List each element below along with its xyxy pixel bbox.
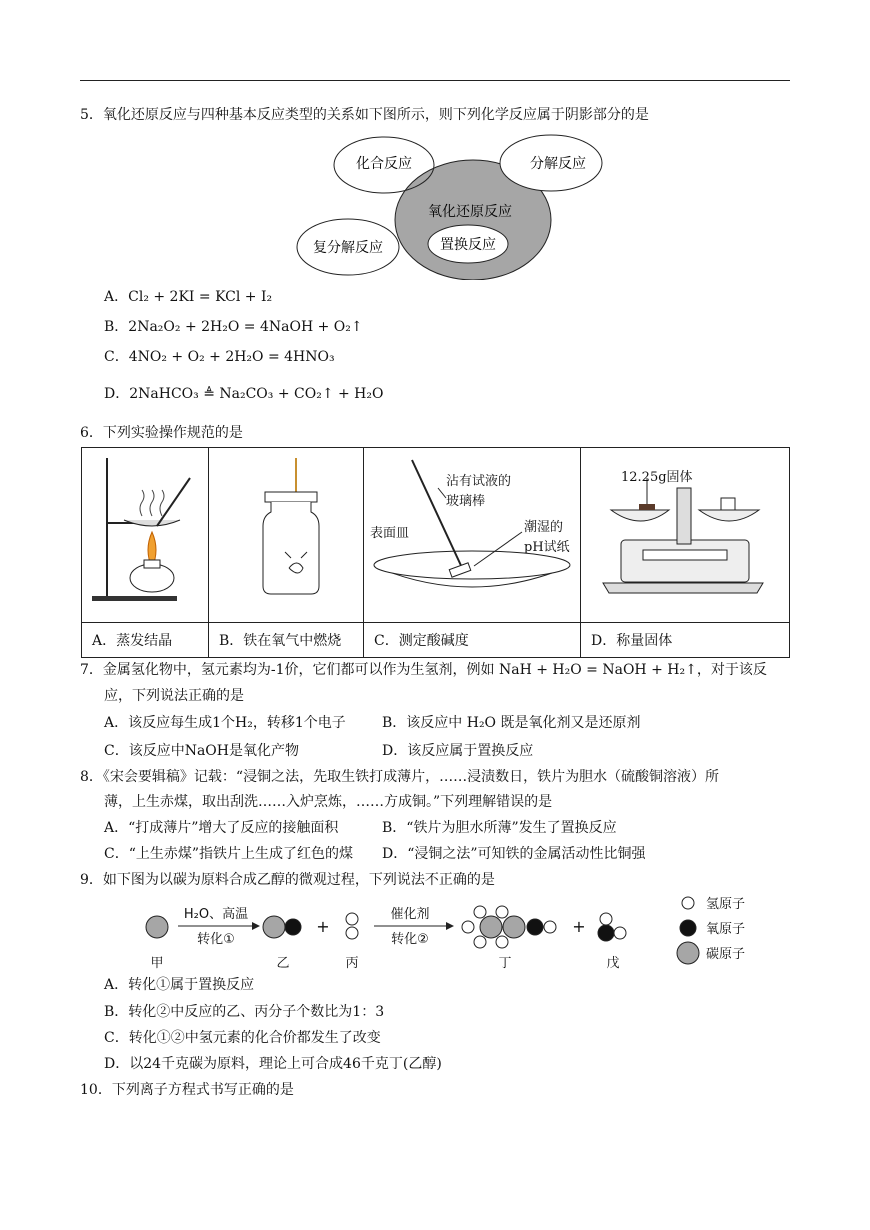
q6-image-b <box>209 448 364 623</box>
q8-option-c: C．“上生赤煤”指铁片上生成了红色的煤 <box>104 846 354 862</box>
q9-option-d: D．以24千克碳为原料，理论上可合成46千克丁(乙醇) <box>104 1056 442 1072</box>
carbon-atom-jia <box>146 916 168 938</box>
q9-option-c: C．转化①②中氢元素的化合价都发生了改变 <box>104 1030 381 1046</box>
legend-oxygen: 氧原子 <box>706 922 746 937</box>
q7-option-c: C．该反应中NaOH是氧化产物 <box>104 743 299 759</box>
name-yi: 乙 <box>276 956 290 971</box>
q8-stem-line1: 8．《宋会要辑稿》记载：“浸铜之法，先取生铁打成薄片，……浸渍数日，铁片为胆水（硫酸铜溶液）所 <box>80 769 720 785</box>
q6-image-c <box>364 448 581 623</box>
q8-option-b: B．“铁片为胆水所薄”发生了置换反应 <box>382 820 617 836</box>
q7-stem-line1: 7．金属氢化物中，氢元素均为-1价，它们都可以作为生氢剂，例如 NaH + H₂O = NaOH + H₂↑，对于该反 <box>80 662 767 678</box>
legend-hydrogen: 氢原子 <box>706 897 746 912</box>
plus-2: + <box>572 917 586 936</box>
q5-option-b: B．2Na₂O₂ + 2H₂O = 4NaOH + O₂↑ <box>104 319 363 335</box>
q8-option-a: A．“打成薄片”增大了反应的接触面积 <box>104 820 339 836</box>
carbon-atom-ding-1 <box>480 916 502 938</box>
q7-option-d: D．该反应属于置换反应 <box>382 743 534 759</box>
q5-option-c: C．4NO₂ + O₂ + 2H₂O = 4HNO₃ <box>104 349 335 365</box>
hydrogen-atom-bing-1 <box>346 913 358 925</box>
oxygen-atom-wu <box>598 925 614 941</box>
q9-stem: 9．如下图为以碳为原料合成乙醇的微观过程，下列说法不正确的是 <box>80 872 495 888</box>
iron-burning-bottle-icon <box>209 448 363 618</box>
venn-label-decomposition: 分解反应 <box>530 156 586 172</box>
name-ding: 丁 <box>498 956 512 971</box>
q8-option-d: D．“浸铜之法”可知铁的金属活动性比铜强 <box>382 846 646 862</box>
q6-caption-a: A．蒸发结晶 <box>82 623 209 658</box>
q5-venn-diagram <box>290 130 610 280</box>
q5-option-d: D．2NaHCO₃ ≜ Na₂CO₃ + CO₂↑ + H₂O <box>104 386 384 402</box>
c-label-rod2: 玻璃棒 <box>446 494 486 509</box>
q7-option-a: A．该反应每生成1个H₂，转移1个电子 <box>104 715 346 731</box>
q6-caption-b: B．铁在氧气中燃烧 <box>209 623 364 658</box>
q7-option-b: B．该反应中 H₂O 既是氧化剂又是还原剂 <box>382 715 641 731</box>
c-label-rod: 沾有试液的 <box>446 474 512 489</box>
q10-stem: 10．下列离子方程式书写正确的是 <box>80 1082 294 1098</box>
q9-option-b: B．转化②中反应的乙、丙分子个数比为1：3 <box>104 1004 385 1020</box>
c-label-paper2: pH试纸 <box>524 540 570 555</box>
q6-stem: 6．下列实验操作规范的是 <box>80 425 243 441</box>
carbon-atom-ding-2 <box>503 916 525 938</box>
top-rule <box>80 80 790 81</box>
hydrogen-atom-bing-2 <box>346 927 358 939</box>
q9-option-a: A．转化①属于置换反应 <box>104 977 255 993</box>
oxygen-atom-ding <box>527 919 543 935</box>
legend-carbon: 碳原子 <box>706 947 746 962</box>
venn-label-redox: 氧化还原反应 <box>428 204 512 220</box>
legend-hydrogen-icon <box>682 897 694 909</box>
c-label-paper: 潮湿的 <box>524 520 564 535</box>
q9-reaction-diagram <box>140 893 780 983</box>
evaporation-apparatus-icon <box>82 448 208 618</box>
venn-label-double-decomposition: 复分解反应 <box>313 240 383 256</box>
arrow1-label: 转化① <box>197 932 235 947</box>
q5-option-a: A．Cl₂ + 2KI = KCl + I₂ <box>104 289 273 305</box>
legend-oxygen-icon <box>680 920 696 936</box>
arrow2-label: 转化② <box>391 932 429 947</box>
arrow1-condition: H₂O、高温 <box>183 907 249 922</box>
q8-stem-line2: 薄，上生赤煤，取出刮洗……入炉烹炼，……方成铜。”下列理解错误的是 <box>104 794 553 810</box>
d-label-solid: 12.25g固体 <box>621 470 693 485</box>
q6-image-a <box>82 448 209 623</box>
q7-stem-line2: 应，下列说法正确的是 <box>104 688 244 704</box>
legend-carbon-icon <box>677 942 699 964</box>
carbon-atom-yi <box>263 916 285 938</box>
arrow2-condition: 催化剂 <box>390 907 430 922</box>
venn-label-combination: 化合反应 <box>356 156 412 172</box>
c-label-dish: 表面皿 <box>370 526 410 541</box>
q6-operations-table <box>81 447 790 658</box>
name-wu: 戊 <box>606 956 620 971</box>
name-jia: 甲 <box>150 956 164 971</box>
q5-stem: 5．氧化还原反应与四种基本反应类型的关系如下图所示，则下列化学反应属于阴影部分的是 <box>80 107 649 123</box>
venn-label-displacement: 置换反应 <box>440 237 496 253</box>
name-bing: 丙 <box>345 956 359 971</box>
oxygen-atom-yi <box>285 919 301 935</box>
q6-image-d <box>581 448 790 623</box>
q6-caption-c: C．测定酸碱度 <box>364 623 581 658</box>
q6-caption-d: D．称量固体 <box>581 623 790 658</box>
plus-1: + <box>316 917 330 936</box>
